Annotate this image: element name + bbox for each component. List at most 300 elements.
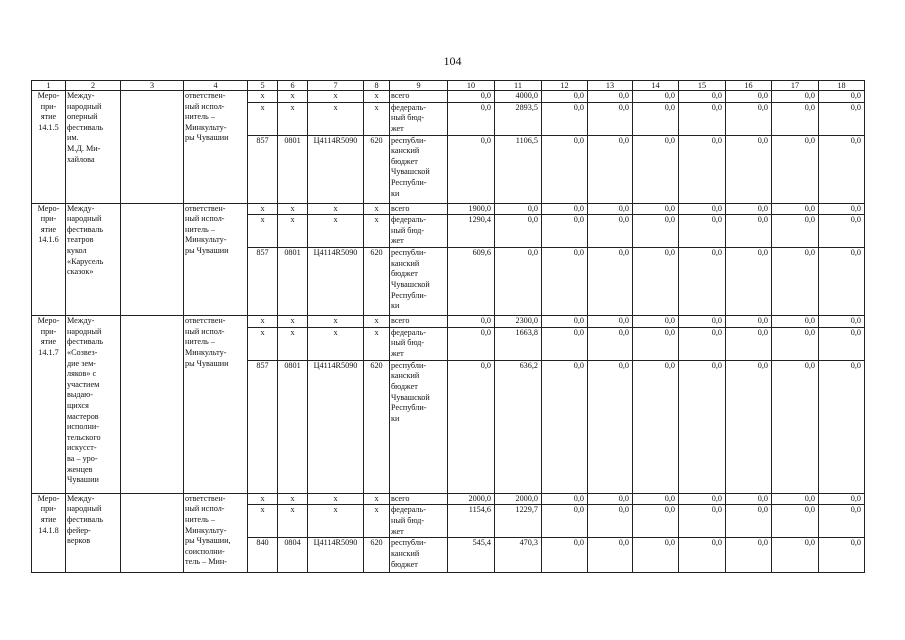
budget-code-cell: x — [278, 327, 308, 360]
measure-id-line: при- — [40, 101, 57, 111]
amount-cell: 0,0 — [679, 360, 726, 493]
measure-name-line: М.Д. Ми- — [67, 143, 101, 153]
budget-code-cell: x — [308, 91, 364, 103]
budget-code-cell: x — [278, 316, 308, 328]
amount-cell: 0,0 — [679, 135, 726, 203]
funding-source-line: жет — [391, 526, 404, 536]
measure-name-line: сказок» — [67, 267, 94, 277]
column-number-cell: 16 — [726, 81, 772, 91]
budget-code-cell: x — [248, 316, 278, 328]
amount-cell: 0,0 — [726, 135, 772, 203]
measure-name-line: щихся — [67, 400, 89, 410]
amount-cell: 0,0 — [633, 327, 679, 360]
measure-id-line: Меро- — [37, 316, 60, 326]
amount-cell: 0,0 — [772, 505, 819, 538]
amount-cell: 0,0 — [819, 248, 865, 316]
executor-line: ры Чувашии — [185, 245, 229, 255]
amount-cell: 0,0 — [588, 360, 633, 493]
budget-code-cell: 0801 — [278, 360, 308, 493]
measure-name-cell — [66, 91, 121, 204]
measure-id-line: 14.1.6 — [38, 235, 59, 245]
measure-id-line: Меро- — [37, 91, 60, 100]
funding-source-line: бюджет — [391, 269, 418, 279]
funding-source-cell — [390, 360, 448, 493]
amount-cell: 0,0 — [633, 493, 679, 505]
budget-code-cell: x — [308, 493, 364, 505]
amount-cell: 0,0 — [726, 505, 772, 538]
budget-code-cell: 620 — [364, 360, 390, 493]
amount-cell: 0,0 — [542, 327, 588, 360]
amount-cell: 0,0 — [726, 538, 772, 573]
funding-source-line: жет — [391, 123, 404, 133]
executor-line: ры Чувашии — [185, 133, 229, 143]
budget-code-cell: x — [278, 203, 308, 215]
amount-cell: 0,0 — [726, 203, 772, 215]
budget-code-cell: Ц4114R5090 — [308, 538, 364, 573]
amount-cell: 0,0 — [679, 327, 726, 360]
column-number-cell: 9 — [390, 81, 448, 91]
funding-source-line: канский — [391, 548, 420, 558]
funding-source-line: федераль- — [391, 505, 426, 515]
budget-code-cell: x — [248, 327, 278, 360]
amount-cell: 4000,0 — [495, 91, 542, 103]
measure-name-line: выдаю- — [67, 390, 94, 400]
budget-code-cell: x — [248, 505, 278, 538]
amount-cell: 0,0 — [633, 316, 679, 328]
amount-cell: 0,0 — [679, 505, 726, 538]
column-number-cell: 6 — [278, 81, 308, 91]
measure-name-line: Между- — [67, 91, 95, 100]
executor-line: нитель – — [185, 224, 215, 234]
executor-line: ный испол- — [185, 214, 225, 224]
funding-source-cell — [390, 327, 448, 360]
amount-cell: 0,0 — [679, 215, 726, 248]
amount-cell: 0,0 — [819, 135, 865, 203]
table-body — [32, 81, 865, 573]
funding-source-line: всего — [391, 203, 410, 213]
amount-cell: 0,0 — [726, 248, 772, 316]
amount-cell: 0,0 — [772, 360, 819, 493]
amount-cell: 0,0 — [726, 316, 772, 328]
funding-source-line: федераль- — [391, 102, 426, 112]
funding-source-line: всего — [391, 316, 410, 326]
funding-source-line: ки — [391, 301, 400, 311]
amount-cell: 0,0 — [633, 135, 679, 203]
amount-cell: 470,3 — [495, 538, 542, 573]
measure-name-line: им. — [67, 133, 79, 143]
measure-id-cell — [32, 493, 66, 573]
measure-id-line: при- — [40, 326, 57, 336]
amount-cell: 0,0 — [633, 91, 679, 103]
funding-source-line: ки — [391, 413, 400, 423]
amount-cell: 0,0 — [542, 91, 588, 103]
measure-name-line: участием — [67, 379, 100, 389]
funding-source-line: канский — [391, 371, 420, 381]
funding-source-line: республи- — [391, 248, 427, 258]
measure-name-line: «Созвез- — [67, 347, 98, 357]
amount-cell: 0,0 — [588, 327, 633, 360]
funding-source-line: Республи- — [391, 177, 427, 187]
column-number-cell: 15 — [679, 81, 726, 91]
budget-code-cell: 0801 — [278, 248, 308, 316]
budget-code-cell: x — [364, 215, 390, 248]
column-number-cell: 12 — [542, 81, 588, 91]
measure-name-line: женцев — [67, 464, 93, 474]
budget-code-cell: x — [248, 203, 278, 215]
amount-cell: 0,0 — [679, 538, 726, 573]
amount-cell: 0,0 — [726, 493, 772, 505]
measure-name-line: Между- — [67, 493, 95, 503]
amount-cell: 0,0 — [819, 215, 865, 248]
budget-code-cell: x — [278, 493, 308, 505]
funding-source-line: ный бюд- — [391, 113, 425, 123]
executor-line: ный испол- — [185, 504, 225, 514]
table-row — [32, 316, 865, 328]
funding-source-cell — [390, 505, 448, 538]
measure-id-line: 14.1.7 — [38, 347, 59, 357]
amount-cell: 1663,8 — [495, 327, 542, 360]
amount-cell: 1290,4 — [448, 215, 495, 248]
amount-cell: 636,2 — [495, 360, 542, 493]
budget-code-cell: 857 — [248, 360, 278, 493]
amount-cell: 0,0 — [679, 316, 726, 328]
funding-source-line: федераль- — [391, 327, 426, 337]
amount-cell: 0,0 — [633, 248, 679, 316]
budget-code-cell: x — [364, 493, 390, 505]
budget-code-cell: x — [248, 215, 278, 248]
amount-cell: 1106,5 — [495, 135, 542, 203]
budget-code-cell: x — [278, 91, 308, 103]
amount-cell: 0,0 — [819, 91, 865, 103]
amount-cell: 0,0 — [588, 91, 633, 103]
amount-cell: 0,0 — [588, 248, 633, 316]
column-number-cell: 18 — [819, 81, 865, 91]
measure-name-line: искусст- — [67, 443, 97, 453]
measure-id-line: Меро- — [37, 493, 60, 503]
amount-cell: 0,0 — [448, 91, 495, 103]
executor-line: ответствен- — [185, 493, 226, 503]
amount-cell: 0,0 — [726, 102, 772, 135]
amount-cell: 1900,0 — [448, 203, 495, 215]
amount-cell: 0,0 — [772, 135, 819, 203]
measure-name-cell — [66, 493, 121, 573]
column-number-cell: 4 — [184, 81, 248, 91]
funding-source-line: Чувашской — [391, 167, 430, 177]
budget-code-cell: 620 — [364, 538, 390, 573]
amount-cell: 0,0 — [726, 91, 772, 103]
executor-cell — [184, 493, 248, 573]
amount-cell: 609,6 — [448, 248, 495, 316]
amount-cell: 0,0 — [588, 493, 633, 505]
measure-name-line: народный — [67, 326, 102, 336]
executor-line: ный испол- — [185, 326, 225, 336]
empty-cell — [121, 203, 184, 316]
budget-code-cell: x — [364, 505, 390, 538]
budget-table — [31, 80, 865, 573]
table-row — [32, 203, 865, 215]
executor-line: нитель – — [185, 337, 215, 347]
page-number: 104 — [443, 54, 462, 68]
measure-id-line: 14.1.8 — [38, 525, 59, 535]
amount-cell: 0,0 — [448, 316, 495, 328]
budget-code-cell: x — [248, 102, 278, 135]
column-number-cell: 3 — [121, 81, 184, 91]
column-number-cell: 13 — [588, 81, 633, 91]
executor-cell — [184, 316, 248, 494]
executor-line: Минкульту- — [185, 347, 227, 357]
measure-name-line: Между- — [67, 316, 95, 326]
measure-id-cell — [32, 316, 66, 494]
executor-line: ры Чувашии, — [185, 536, 231, 546]
funding-source-line: бюджет — [391, 381, 418, 391]
amount-cell: 0,0 — [772, 493, 819, 505]
budget-code-cell: x — [278, 215, 308, 248]
amount-cell: 0,0 — [633, 102, 679, 135]
table-row — [32, 91, 865, 103]
amount-cell: 0,0 — [588, 505, 633, 538]
measure-id-line: при- — [40, 504, 57, 514]
column-number-row — [32, 81, 865, 91]
amount-cell: 0,0 — [633, 538, 679, 573]
amount-cell: 0,0 — [542, 248, 588, 316]
table-row — [32, 493, 865, 505]
executor-line: Минкульту- — [185, 235, 227, 245]
amount-cell: 0,0 — [633, 203, 679, 215]
funding-source-line: республи- — [391, 360, 427, 370]
measure-id-cell — [32, 91, 66, 204]
funding-source-cell — [390, 91, 448, 103]
amount-cell: 0,0 — [772, 316, 819, 328]
measure-name-line: фестиваль — [67, 122, 104, 132]
measure-id-line: ятие — [40, 337, 57, 347]
measure-name-line: кукол — [67, 245, 87, 255]
amount-cell: 0,0 — [819, 493, 865, 505]
measure-id-line: ятие — [40, 514, 57, 524]
measure-name-line: «Карусель — [67, 256, 104, 266]
measure-name-line: театров — [67, 235, 94, 245]
amount-cell: 0,0 — [542, 505, 588, 538]
amount-cell: 0,0 — [679, 248, 726, 316]
budget-code-cell: x — [308, 102, 364, 135]
funding-source-cell — [390, 135, 448, 203]
funding-source-cell — [390, 316, 448, 328]
column-number-cell: 14 — [633, 81, 679, 91]
measure-name-line: народный — [67, 504, 102, 514]
amount-cell: 0,0 — [588, 316, 633, 328]
executor-line: ответствен- — [185, 91, 226, 100]
amount-cell: 0,0 — [495, 215, 542, 248]
column-number-cell: 10 — [448, 81, 495, 91]
budget-code-cell: 840 — [248, 538, 278, 573]
executor-cell — [184, 203, 248, 316]
budget-code-cell: x — [364, 91, 390, 103]
budget-code-cell: 0804 — [278, 538, 308, 573]
funding-source-line: жет — [391, 236, 404, 246]
budget-code-cell: Ц4114R5090 — [308, 248, 364, 316]
executor-line: Минкульту- — [185, 122, 227, 132]
amount-cell: 2000,0 — [448, 493, 495, 505]
measure-id-line: 14.1.5 — [38, 122, 59, 132]
amount-cell: 545,4 — [448, 538, 495, 573]
measure-name-line: фейер- — [67, 525, 91, 535]
budget-code-cell: x — [248, 91, 278, 103]
amount-cell: 1229,7 — [495, 505, 542, 538]
amount-cell: 0,0 — [819, 102, 865, 135]
budget-code-cell: x — [308, 327, 364, 360]
funding-source-line: республи- — [391, 538, 427, 548]
funding-source-cell — [390, 102, 448, 135]
measure-name-line: верков — [67, 536, 91, 546]
funding-source-line: федераль- — [391, 215, 426, 225]
funding-source-line: республи- — [391, 135, 427, 145]
amount-cell: 0,0 — [542, 316, 588, 328]
amount-cell: 0,0 — [819, 203, 865, 215]
amount-cell: 0,0 — [726, 327, 772, 360]
measure-name-line: Чувашии — [67, 475, 99, 485]
budget-code-cell: x — [308, 316, 364, 328]
amount-cell: 0,0 — [772, 538, 819, 573]
budget-code-cell: x — [364, 316, 390, 328]
budget-code-cell: Ц4114R5090 — [308, 135, 364, 203]
column-number-cell: 1 — [32, 81, 66, 91]
funding-source-line: Республи- — [391, 290, 427, 300]
executor-cell — [184, 91, 248, 204]
measure-name-cell — [66, 316, 121, 494]
amount-cell: 0,0 — [772, 327, 819, 360]
funding-source-line: канский — [391, 258, 420, 268]
measure-name-line: ва – уро- — [67, 453, 98, 463]
amount-cell: 0,0 — [772, 203, 819, 215]
measure-name-line: фестиваль — [67, 337, 104, 347]
amount-cell: 0,0 — [542, 538, 588, 573]
column-number-cell: 11 — [495, 81, 542, 91]
executor-line: ный испол- — [185, 101, 225, 111]
amount-cell: 0,0 — [448, 135, 495, 203]
budget-code-cell: x — [308, 215, 364, 248]
amount-cell: 0,0 — [542, 135, 588, 203]
amount-cell: 0,0 — [542, 203, 588, 215]
budget-code-cell: x — [364, 102, 390, 135]
budget-code-cell: 0801 — [278, 135, 308, 203]
executor-line: соисполни- — [185, 546, 225, 556]
amount-cell: 0,0 — [495, 203, 542, 215]
measure-id-line: Меро- — [37, 203, 60, 213]
funding-source-cell — [390, 203, 448, 215]
measure-name-line: тельского — [67, 432, 101, 442]
measure-name-line: оперный — [67, 112, 98, 122]
measure-id-line: ятие — [40, 224, 57, 234]
measure-id-line: ятие — [40, 112, 57, 122]
funding-source-line: всего — [391, 91, 410, 100]
empty-cell — [121, 493, 184, 573]
budget-code-cell: x — [364, 203, 390, 215]
amount-cell: 0,0 — [819, 316, 865, 328]
amount-cell: 0,0 — [679, 203, 726, 215]
budget-code-cell: 620 — [364, 248, 390, 316]
measure-name-line: Между- — [67, 203, 95, 213]
measure-name-line: мастеров — [67, 411, 99, 421]
measure-name-line: народный — [67, 214, 102, 224]
column-number-cell: 17 — [772, 81, 819, 91]
funding-source-line: ный бюд- — [391, 225, 425, 235]
amount-cell: 0,0 — [495, 248, 542, 316]
amount-cell: 0,0 — [588, 538, 633, 573]
measure-name-line: исполни- — [67, 422, 99, 432]
funding-source-line: всего — [391, 493, 410, 503]
amount-cell: 0,0 — [772, 248, 819, 316]
empty-cell — [121, 316, 184, 494]
amount-cell: 0,0 — [542, 493, 588, 505]
measure-name-line: народный — [67, 101, 102, 111]
funding-source-line: Чувашской — [391, 279, 430, 289]
amount-cell: 0,0 — [448, 102, 495, 135]
funding-source-line: ный бюд- — [391, 515, 425, 525]
budget-code-cell: 857 — [248, 135, 278, 203]
amount-cell: 0,0 — [726, 360, 772, 493]
column-number-cell: 7 — [308, 81, 364, 91]
column-number-cell: 8 — [364, 81, 390, 91]
amount-cell: 0,0 — [819, 360, 865, 493]
budget-code-cell: x — [248, 493, 278, 505]
executor-line: Минкульту- — [185, 525, 227, 535]
amount-cell: 2300,0 — [495, 316, 542, 328]
amount-cell: 0,0 — [588, 102, 633, 135]
funding-source-line: бюджет — [391, 156, 418, 166]
funding-source-line: ный бюд- — [391, 338, 425, 348]
amount-cell: 0,0 — [588, 203, 633, 215]
executor-line: нитель – — [185, 514, 215, 524]
measure-name-line: дие зем- — [67, 358, 97, 368]
amount-cell: 1154,6 — [448, 505, 495, 538]
amount-cell: 0,0 — [448, 360, 495, 493]
measure-name-line: ляков» с — [67, 369, 97, 379]
measure-id-cell — [32, 203, 66, 316]
funding-source-cell — [390, 215, 448, 248]
amount-cell: 0,0 — [679, 102, 726, 135]
budget-code-cell: x — [308, 203, 364, 215]
measure-name-line: фестиваль — [67, 514, 104, 524]
funding-source-line: Чувашской — [391, 392, 430, 402]
executor-line: нитель – — [185, 112, 215, 122]
budget-code-cell: Ц4114R5090 — [308, 360, 364, 493]
funding-source-line: ки — [391, 188, 400, 198]
amount-cell: 0,0 — [679, 493, 726, 505]
amount-cell: 0,0 — [542, 215, 588, 248]
executor-line: тель – Мин- — [185, 557, 227, 567]
amount-cell: 2000,0 — [495, 493, 542, 505]
amount-cell: 0,0 — [679, 91, 726, 103]
budget-code-cell: x — [308, 505, 364, 538]
executor-line: ры Чувашии — [185, 358, 229, 368]
measure-name-line: фестиваль — [67, 224, 104, 234]
amount-cell: 0,0 — [772, 215, 819, 248]
amount-cell: 2893,5 — [495, 102, 542, 135]
column-number-cell: 2 — [66, 81, 121, 91]
measure-name-line: хайлова — [67, 154, 95, 164]
amount-cell: 0,0 — [819, 327, 865, 360]
empty-cell — [121, 91, 184, 204]
funding-source-cell — [390, 493, 448, 505]
amount-cell: 0,0 — [588, 215, 633, 248]
amount-cell: 0,0 — [633, 360, 679, 493]
amount-cell: 0,0 — [542, 360, 588, 493]
amount-cell: 0,0 — [819, 505, 865, 538]
funding-source-line: жет — [391, 348, 404, 358]
funding-source-line: канский — [391, 146, 420, 156]
amount-cell: 0,0 — [772, 91, 819, 103]
measure-id-line: при- — [40, 214, 57, 224]
funding-source-cell — [390, 538, 448, 573]
